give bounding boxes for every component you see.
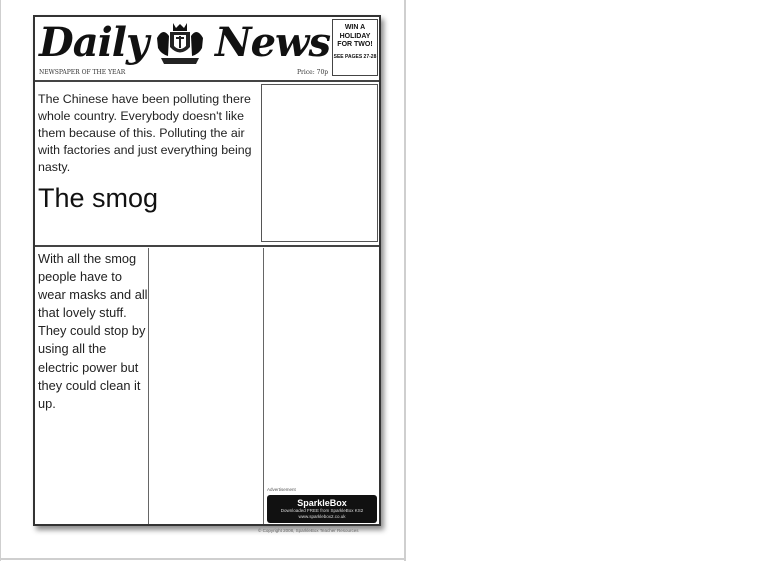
masthead-price: Price: 70p [297, 69, 329, 76]
section-divider [35, 245, 379, 247]
promo-sub-text: SEE PAGES 27-28 [333, 53, 377, 60]
article-body-column: With all the smog people have to wear masks and all that lovely stuff. They could stop by using all the electric power but they could clean it up. [38, 251, 148, 411]
advert-line-2: www.sparklebox2.co.uk [298, 514, 346, 519]
crest-icon [153, 20, 207, 66]
masthead-divider [35, 80, 379, 82]
masthead-title-right: News [215, 19, 330, 66]
promo-main-text: WIN A HOLIDAY FOR TWO! [337, 24, 373, 48]
window-border-left [0, 0, 1, 561]
advert-brand: SparkleBox [297, 498, 347, 508]
advert-label: Advertisement [267, 487, 296, 492]
copyright-notice: © Copyright 2008, SparkleBox Teacher Resources [258, 528, 359, 533]
article-headline: The smog [38, 183, 159, 213]
masthead [35, 17, 379, 80]
article-intro: The Chinese have been polluting there whole country. Everybody doesn't like them because of this. Polluting the air with factories and just everything being nasty. [38, 92, 252, 174]
advert-banner [267, 495, 377, 523]
column-divider-1 [148, 248, 149, 524]
advert-line-1: Downloaded FREE from SparkleBox KS2 [280, 508, 364, 513]
photo-placeholder [261, 84, 378, 242]
newspaper-page [33, 15, 381, 526]
masthead-title-left: Daily [39, 19, 149, 66]
masthead-tagline: NEWSPAPER OF THE YEAR [39, 69, 126, 76]
promo-box [332, 19, 378, 76]
column-divider-2 [263, 248, 264, 524]
window-border-bottom [0, 558, 406, 560]
window-border-right [404, 0, 406, 561]
